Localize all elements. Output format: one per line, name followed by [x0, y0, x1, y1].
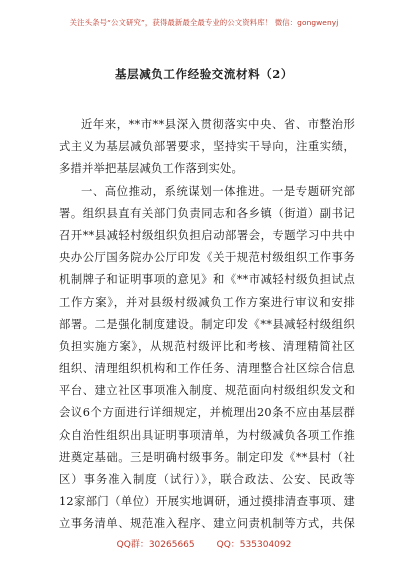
text-line: 式主义为基层减负部署要求，坚持实干导向，注重实绩， — [59, 140, 355, 154]
text-line: 机制牌子和证明事项的意见》和《**市减轻村级负担试点 — [59, 273, 355, 287]
qq-group-number: QQ群：30265665 — [116, 540, 195, 550]
text-line: 央办公厅国务院办公厅印发《关于规范村级组织工作事务 — [59, 251, 355, 265]
text-line: 多措并举把基层减负工作落到实处。 — [59, 162, 243, 176]
text-line: 区）事务准入制度（试行）》，联合政法、公安、民政等 — [59, 473, 355, 486]
text-line: 近年来，**市**县深入贯彻落实中央、省、市整治形 — [81, 118, 355, 131]
text-line: 一、高位推动，系统谋划一体推进。一是专题研究部 — [81, 184, 355, 198]
document-title: 基层减负工作经验交流材料（2） — [115, 67, 293, 81]
text-line: 12家部门（单位）开展实地调研，通过摸排清查事项、建 — [59, 495, 355, 509]
promo-banner: 关注头条号“公文研究”，获得最新最全最专业的公文资料库！ 微信：gongwenyj — [69, 18, 339, 27]
text-line: 署。组织县直有关部门负责同志和各乡镇（街道）副书记 — [59, 206, 355, 220]
text-line: 进奠定基础。三是明确村级事务。制定印发《**县村（社 — [59, 450, 355, 464]
text-line: 立事务清单、规范准入程序、建立问责机制等方式，共保 — [59, 517, 355, 531]
text-line: 组织、清理组织机构和工作任务、清理整合社区综合信息 — [59, 362, 355, 376]
qq-number: QQ：535304092 — [216, 540, 292, 550]
text-line: 工作方案》，并对县级村级减负工作方案进行审议和安排 — [59, 295, 355, 309]
document-body — [59, 114, 355, 536]
text-line: 会议6个方面进行详细规定，并梳理出20条不应由基层群 — [59, 406, 355, 420]
text-line: 召开**县减轻村级组织负担启动部署会，专题学习中共中 — [59, 228, 355, 242]
text-line: 部署。二是强化制度建设。制定印发《**县减轻村级组织 — [59, 317, 355, 331]
text-line: 负担实施方案》，从规范村级评比和考核、清理精简社区 — [59, 339, 355, 353]
text-line: 平台、建立社区事项准入制度、规范面向村级组织发文和 — [59, 384, 355, 398]
contact-footer — [0, 537, 408, 550]
text-line: 众自治性组织出具证明事项清单，为村级减负各项工作推 — [59, 428, 355, 442]
